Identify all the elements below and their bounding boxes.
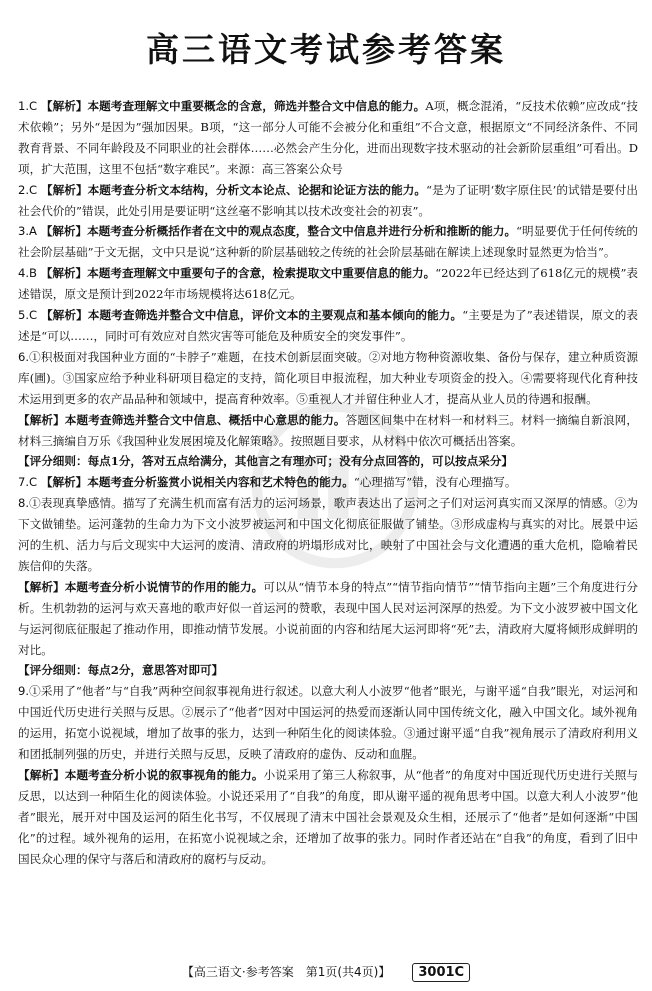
- paper-code-badge: 3001C: [412, 963, 470, 982]
- scoring-rule: 【评分细则：每点1分，答对五点给满分，其他言之有理亦可；没有分点回答的，可以按点采分】: [18, 454, 514, 469]
- analysis-label: 【解析】本题考查筛选并整合文中信息，评价文本的主要观点和基本倾向的能力。: [40, 308, 463, 323]
- answer-number: 6.: [18, 349, 30, 364]
- answer-item-1: [18, 96, 638, 180]
- answer-number: 9.: [18, 684, 30, 699]
- analysis-label: 【解析】本题考查筛选并整合文中信息、概括中心意思的能力。: [18, 412, 346, 427]
- answer-text: 答题区间集中在材料一和材料三。材料一摘编自新浪网，材料三摘编自万乐《我国种业发展困境及化解策略》。按照题目要求，从材料中依次可概括出答案。: [18, 412, 638, 448]
- answer-text: 小说采用了第三人称叙事，从“他者”的角度对中国近现代历史进行关照与反思，以达到一种陌生化的阅读体验。小说还采用了“自我”的角度，即从谢平遥的视角思考中国。以意大利人小波罗“他者”眼光，展开对中国及运河的陌生化书写，不仅展现了清末中国社会景观及众生相，还展示了“他者”是如何逐渐“中国化”的过程。域外视角的运用，在拓宽小说视域之余，还增加了故事的张力。同时作者还站在“自我”的角度，看到了旧中国民众心理的保守与落后和清政府的腐朽与反动。: [18, 768, 638, 866]
- page-title: 高三语文考试参考答案: [146, 30, 506, 69]
- analysis-label: 【解析】本题考查分析概括作者在文中的观点态度，整合文中信息并进行分析和推断的能力。: [40, 224, 517, 239]
- answer-number: 8.: [18, 496, 30, 511]
- answer-item-7: [18, 472, 638, 493]
- analysis-label: 【解析】本题考查分析鉴赏小说相关内容和艺术特色的能力。: [40, 475, 354, 490]
- answer-number: 5.C: [18, 308, 38, 323]
- answer-text: “2022年已经达到了618亿元的规模”表述错误，原文是预计到2022年市场规模将达618亿元。: [18, 266, 638, 302]
- answer-item-8-analysis: [18, 577, 638, 661]
- answer-text: 可以从“情节本身的特点”“情节指向情节”“情节指向主题”三个角度进行分析。生机勃勃的运河与欢天喜地的歌声好似一首运河的赞歌，表现中国人民对运河深厚的热爱。为下文小波罗被中国文化与运河彻底征服起了推动作用，即推动情节发展。小说前面的内容和结尾大运河即将“死”去，清政府大厦将倾形成鲜明的对比。: [18, 579, 638, 657]
- answer-item-8: [18, 493, 638, 577]
- answer-number: 7.C: [18, 475, 38, 490]
- footer-page-info: 【高三语文·参考答案 第1页(共4页)】: [181, 965, 391, 979]
- answer-number: 4.B: [18, 266, 38, 281]
- answer-item-8-scoring: [18, 660, 638, 681]
- scoring-rule: 【评分细则：每点2分，意思答对即可】: [18, 663, 224, 678]
- answer-item-4: [18, 263, 638, 305]
- answer-text: ①采用了“他者”与“自我”两种空间叙事视角进行叙述。以意大利人小波罗“他者”眼光，与谢平遥“自我”眼光，对运河和中国近代历史进行关照与反思。②展示了“他者”因对中国运河的热爱而逐渐认同中国传统文化，融入中国文化。域外视角的运用，拓宽小说视域，增加了故事的张力，达到一种陌生化的阅读体验。③通过谢平遥“自我”视角展示了清政府利用义和团抵制列强的历史，并进行关照与反思，反映了清政府的虚伪、反动和血腥。: [18, 684, 638, 762]
- analysis-label: 【解析】本题考查分析小说情节的作用的能力。: [18, 579, 264, 594]
- answer-item-9: [18, 681, 638, 765]
- answer-item-2: [18, 180, 638, 222]
- answer-text: “心理描写”错，没有心理描写。: [353, 475, 517, 490]
- answer-item-6: [18, 347, 638, 410]
- answer-item-5: [18, 305, 638, 347]
- analysis-label: 【解析】本题考查理解文中重要句子的含意，检索提取文中重要信息的能力。: [40, 266, 436, 281]
- analysis-label: 【解析】本题考查分析小说的叙事视角的能力。: [18, 768, 264, 782]
- page-footer: [0, 962, 652, 982]
- answer-number: 2.C: [18, 182, 38, 197]
- answer-text: “明显要优于任何传统的社会阶层基础”于文无据，文中只是说“这种新的阶层基础较之传统的社会阶层基础在解读上述现象时显然更为恰当”。: [18, 224, 638, 260]
- answer-text: ①积极面对我国种业方面的“卡脖子”难题，在技术创新层面突破。②对地方物种资源收集、备份与保存，建立种质资源库(圃)。③国家应给予种业科研项目稳定的支持，简化项目申报流程，加大种业专项资金的投入。④需要将现代化育种技术运用到更多的农产品品种和领域中，提高育种效率。⑤重视人才并留住种业人才，提高从业人员的待遇和报酬。: [18, 349, 638, 406]
- answer-item-3: [18, 221, 638, 263]
- answer-item-6-analysis: [18, 410, 638, 452]
- answer-list: [18, 96, 638, 870]
- answer-text: A项，概念混淆，“反技术依赖”应改成“技术依赖”；另外“是因为”强加因果。B项，“这一部分人可能不会被分化和重组”不合文意，根据原文“不同经济条件、不同教育背景、不同年龄段及不同职业的社会群体……必然会产生分化，进而出现数字技术驱动的社会新阶层重组”可看出。D项，扩大范围，这里不包括“数字难民”。来源：高三答案公众号: [18, 99, 638, 176]
- answer-text: “主要是为了”表述错误，原文的表述是“可以……，同时可有效应对自然灾害等可能危及种质安全的突发事件”。: [18, 308, 638, 343]
- answer-item-6-scoring: [18, 451, 638, 472]
- analysis-label: 【解析】本题考查分析文本结构，分析文本论点、论据和论证方法的能力。: [40, 182, 427, 197]
- answer-number: 1.C: [18, 99, 38, 113]
- answer-text: “是为了证明‘数字原住民’的试错是要付出社会代价的”错误，此处引用是要证明“这丝毫不影响其以技术改变社会的初衷”。: [18, 182, 638, 218]
- answer-number: 3.A: [18, 224, 37, 239]
- answer-item-9-analysis: [18, 765, 638, 870]
- analysis-label: 【解析】本题考查理解文中重要概念的含意，筛选并整合文中信息的能力。: [40, 99, 426, 113]
- answer-text: ①表现真挚感情。描写了充满生机而富有活力的运河场景，歌声表达出了运河之子们对运河真实而又深厚的情感。②为下文做铺垫。运河蓬勃的生命力为下文小波罗被运河和中国文化彻底征服做了铺垫。③形成虚构与真实的对比。展景中运河的生机、活力与后文现实中大运河的废清、清政府的坍塌形成对比，映射了中国社会与文化遭遇的重大危机，隐喻着民族信仰的失落。: [18, 496, 638, 573]
